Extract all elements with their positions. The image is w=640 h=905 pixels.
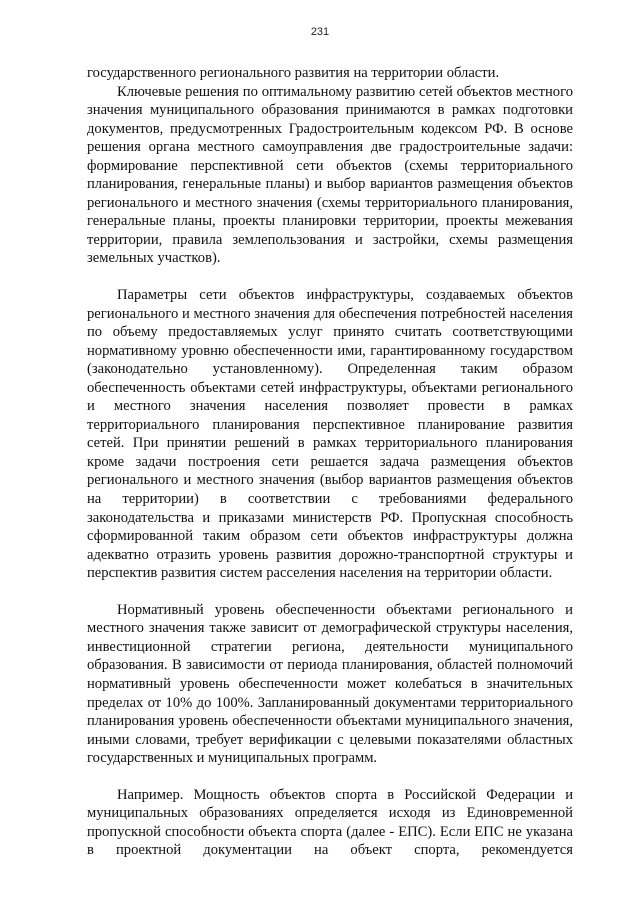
paragraph-infrastructure-parameters: Параметры сети объектов инфраструктуры, создаваемых объектов регионального и местного значения для обеспечения потребностей населения по объему предоставляемых услуг принято считать соответствующими нормативному уровню обеспеченности ими, гарантированному государством (законодательно установленному). Определенная таким образом обеспеченность объектами сетей инфраструктуры, объектами регионального и местного значения населения позволяет провести в рамках территориального планирования перспективное планирование развития сетей. При принятии решений в рамках территориального планирования кроме задачи построения сети решается задача размещения объектов регионального и местного значения (выбор вариантов размещения объектов на территории) в соответствии с требованиями федерального законодательства и приказами министерств РФ. Пропускная способность сформированной таким образом сети объектов инфраструктуры должна адекватно отразить уровень развития дорожно-транспортной структуры и перспектив развития систем расселения населения на территории области. [87, 287, 573, 582]
paragraph-continuation: государственного регионального развития на территории области. [87, 65, 500, 81]
paragraph-key-decisions: Ключевые решения по оптимальному развитию сетей объектов местного значения муниципального образования принимаются в рамках подготовки документов, предусмотренных Градостроительным кодексом РФ. В основе решения органа местного самоуправления две градостроительные задачи: формирование перспективной сети объектов (схемы территориального планирования, генеральные планы) и выбор вариантов размещения объектов регионального и местного значения (схемы территориального планирования, генеральные планы, проекты планировки территории, проекты межевания территории, правила землепользования и застройки, схемы размещения земельных участков). [87, 83, 573, 267]
paragraph-sport-example: Например. Мощность объектов спорта в Российской Федерации и муниципальных образованиях определяется исходя из Единовременной пропускной способности объекта спорта (далее - ЕПС). Если ЕПС не указана в проектной документации на объект спорта, рекомендуется [87, 786, 573, 859]
paragraph-normative-level: Нормативный уровень обеспеченности объектами регионального и местного значения также зависит от демографической структуры населения, инвестиционной стратегии региона, деятельности муниципального образования. В зависимости от периода планирования, областей полномочий нормативный уровень обеспеченности может колебаться в значительных пределах от 10% до 100%. Запланированный документами территориального планирования уровень обеспеченности объектами муниципального значения, иными словами, требует верификации с целевыми показателями областных государственных и муниципальных программ. [87, 601, 573, 767]
document-body [87, 64, 573, 860]
page-number: 231 [310, 26, 330, 38]
